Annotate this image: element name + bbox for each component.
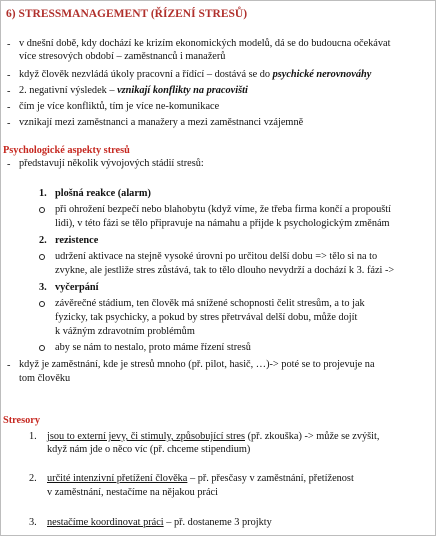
bullet-dash: -	[7, 360, 11, 371]
stage-description: udržení aktivace na stejně vysoké úrovni po určitou delší dobu => tělo si na to	[55, 251, 378, 262]
stage-description: lidi), v této fázi se tělo připravuje na námahu a přijde k psychologickým změnám	[55, 218, 390, 229]
stage-title: vyčerpání	[55, 282, 99, 293]
stage-extra: aby se nám to nestalo, proto máme řízení stresů	[55, 342, 251, 353]
bullet-text: čím je více konfliktů, tím je více ne-komunikace	[19, 101, 220, 112]
circle-bullet-icon	[39, 207, 45, 213]
stage-description: zvykne, ale jestliže stres zůstává, tak to tělo dlouho nevydrží a dochází k 3. fázi ->	[55, 265, 395, 276]
bullet-text: v dnešní době, kdy dochází ke krizím ekonomických modelů, dá se do budoucna očekávat	[19, 38, 391, 49]
stage-title: plošná reakce (alarm)	[55, 188, 151, 199]
stage-number: 1.	[39, 188, 47, 199]
stressor-number: 3.	[29, 517, 37, 528]
stage-number: 3.	[39, 282, 47, 293]
stressor-text: nestačíme koordinovat práci – př. dostaneme 3 projkty	[47, 517, 272, 528]
page-title: 6) STRESSMANAGEMENT (ŘÍZENÍ STRESŮ)	[6, 8, 248, 20]
stage-number: 2.	[39, 235, 47, 246]
bullet-text: když člověk nezvládá úkoly pracovní a řídící – dostává se do psychické nerovnováhy	[19, 69, 372, 80]
bullet-dash: -	[7, 86, 11, 97]
bullet-text: tom člověku	[19, 373, 71, 384]
stressor-text: v zaměstnání, nestačíme na nějakou práci	[47, 487, 218, 498]
stressor-number: 2.	[29, 473, 37, 484]
bullet-text: více stresových období – zaměstnanců i manažerů	[19, 51, 226, 62]
section-lead: představují několik vývojových stádií stresů:	[19, 158, 204, 169]
bullet-text: vznikají mezi zaměstnanci a manažery a mezi zaměstnanci vzájemně	[19, 117, 304, 128]
stage-description: závěrečné stádium, ten člověk má snížené schopnosti čelit stresům, a to jak	[55, 298, 365, 309]
bullet-text: když je zaměstnání, kde je stresů mnoho (př. pilot, hasič, …)-> poté se to projevuje na	[19, 359, 375, 370]
stressor-number: 1.	[29, 431, 37, 442]
bullet-dash: -	[7, 118, 11, 129]
bullet-dash: -	[7, 102, 11, 113]
stage-description: při ohrožení bezpečí nebo blahobytu (když víme, že třeba firma končí a propouští	[55, 204, 391, 215]
circle-bullet-icon	[39, 254, 45, 260]
bullet-text: 2. negativní výsledek – vznikají konflikty na pracovišti	[19, 85, 248, 96]
circle-bullet-icon	[39, 345, 45, 351]
stressor-text: když nám jde o něco víc (př. chceme stipendium)	[47, 444, 251, 455]
stressor-text: jsou to externí jevy, či stimuly, způsobující stres (př. zkouška) -> může se zvýšit,	[47, 431, 380, 442]
section-heading-psych: Psychologické aspekty stresů	[3, 145, 130, 156]
bullet-dash: -	[7, 70, 11, 81]
bullet-dash: -	[7, 39, 11, 50]
circle-bullet-icon	[39, 301, 45, 307]
stressor-text: určité intenzivní přetížení člověka – př. přesčasy v zaměstnání, přetíženost	[47, 473, 354, 484]
section-heading-stressors: Stresory	[3, 415, 40, 426]
stage-title: rezistence	[55, 235, 99, 246]
bullet-dash: -	[7, 159, 11, 170]
stage-description: k vážným zdravotním problémům	[55, 326, 195, 337]
stage-description: fyzicky, tak psychicky, a pokud by stres přetrvával delší dobu, může dojít	[55, 312, 358, 323]
